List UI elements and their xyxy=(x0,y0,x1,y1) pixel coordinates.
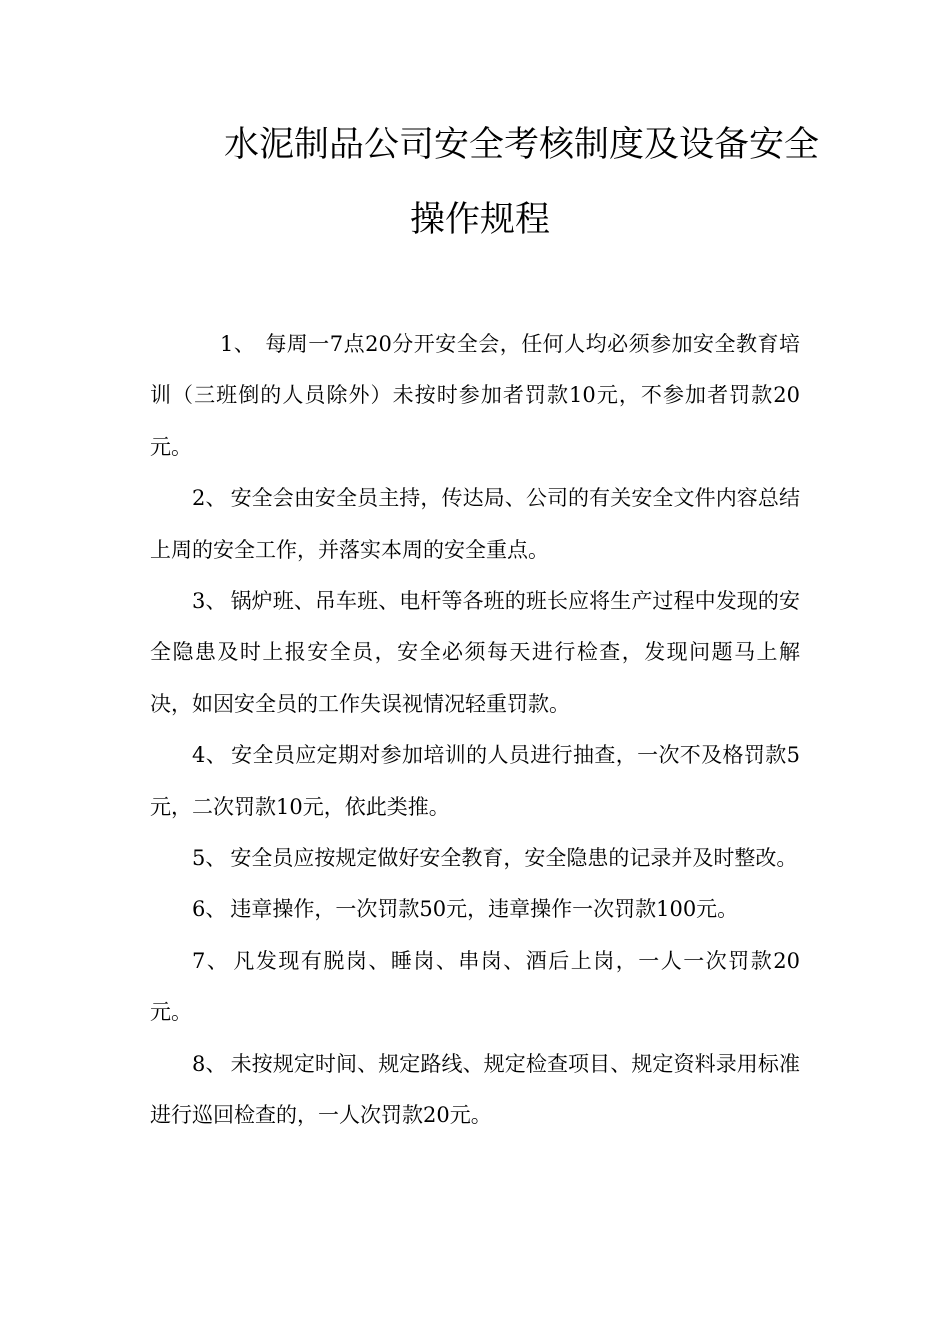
item-text: 未按规定时间、规定路线、规定检查项目、规定资料录用标准进行巡回检查的，一人次罚款20元。 xyxy=(150,1051,800,1128)
list-item xyxy=(150,473,800,576)
item-number: 5、 xyxy=(192,846,227,871)
item-number: 8、 xyxy=(192,1051,227,1076)
item-number: 2、 xyxy=(192,486,227,511)
item-number: 3、 xyxy=(192,589,227,614)
item-text: 每周一7点20分开安全会，任何人均必须参加安全教育培训（三班倒的人员除外）未按时参加者罚款10元，不参加者罚款20元。 xyxy=(150,332,800,459)
document-body xyxy=(150,319,800,1142)
list-item xyxy=(150,730,800,833)
document-title-line-2: 操作规程 xyxy=(410,200,551,240)
item-number: 4、 xyxy=(192,743,228,768)
item-text: 安全会由安全员主持，传达局、公司的有关安全文件内容总结上周的安全工作，并落实本周的安全重点。 xyxy=(150,486,800,562)
list-item xyxy=(150,833,800,884)
item-text: 安全员应按规定做好安全教育，安全隐患的记录并及时整改。 xyxy=(230,846,798,871)
list-item xyxy=(150,576,800,730)
document-title-line-1: 水泥制品公司安全考核制度及设备安全 xyxy=(224,125,820,165)
item-number: 7、 xyxy=(192,948,230,973)
item-text: 锅炉班、吊车班、电杆等各班的班长应将生产过程中发现的安全隐患及时上报安全员，安全必须每天进行检查，发现问题马上解决，如因安全员的工作失误视情况轻重罚款。 xyxy=(150,589,800,716)
list-item xyxy=(150,319,800,473)
item-text: 凡发现有脱岗、睡岗、串岗、酒后上岗，一人一次罚款20元。 xyxy=(150,948,800,1025)
item-number: 6、 xyxy=(192,897,227,922)
list-item xyxy=(150,1039,800,1142)
list-item xyxy=(150,936,800,1039)
item-number: 1、 xyxy=(220,332,256,356)
list-item xyxy=(150,884,800,935)
item-text: 安全员应定期对参加培训的人员进行抽查，一次不及格罚款5元，二次罚款10元，依此类推。 xyxy=(150,743,801,819)
item-text: 违章操作，一次罚款50元，违章操作一次罚款100元。 xyxy=(230,897,739,922)
